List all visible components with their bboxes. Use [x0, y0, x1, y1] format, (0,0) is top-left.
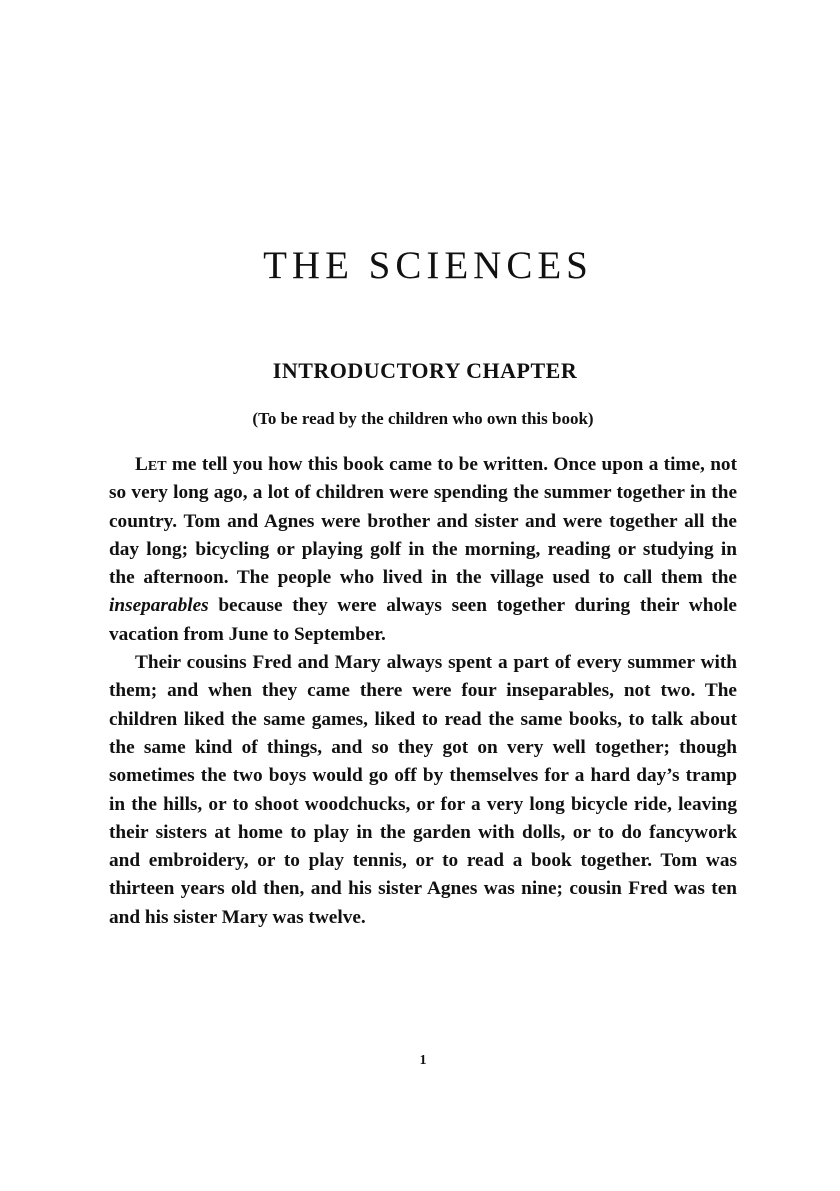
chapter-note: (To be read by the children who own this book) [252, 409, 594, 428]
chapter-heading: INTRODUCTORY CHAPTER [272, 358, 578, 383]
paragraph-1 [109, 451, 737, 649]
emphasized-word: inseparables [109, 595, 209, 617]
paragraph-1-text-end: because they were always seen together during their whole vacation from June to September. [109, 595, 737, 645]
page-number: 1 [419, 1053, 427, 1068]
body-text [109, 451, 737, 932]
paragraph-lead-word: Let [135, 454, 167, 475]
paragraph-1-text-start: me tell you how this book came to be written. Once upon a time, not so very long ago, a lot of children were spending the summer together in the country. Tom and Agnes were brother and sister and were together all the day long; bicycling or playing golf in the morning, reading or studying in the afternoon. The people who lived in the village used to call them the [109, 454, 737, 589]
paragraph-2: Their cousins Fred and Mary always spent a part of every summer with them; and when they came there were four inseparables, not two. The children liked the same games, liked to read the same books, to talk about the same kind of things, and so they got on very well together; though sometimes the two boys would go off by themselves for a hard day’s tramp in the hills, or to shoot woodchucks, or for a very long bicycle ride, leaving their sisters at home to play in the garden with dolls, or to do fancywork and embroidery, or to play tennis, or to read a book together. Tom was thirteen years old then, and his sister Agnes was nine; cousin Fred was ten and his sister Mary was twelve. [109, 652, 737, 928]
page-title: THE SCIENCES [263, 244, 593, 287]
